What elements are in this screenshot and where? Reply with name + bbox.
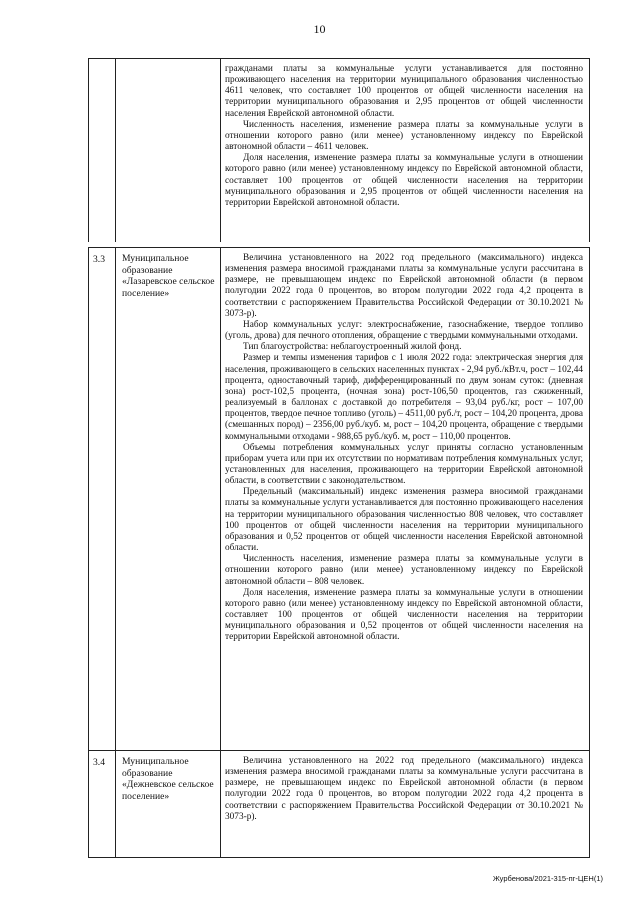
row-number-cell bbox=[89, 59, 116, 242]
paragraph: Доля населения, изменение размера платы за коммунальные услуги в отношении которого равно (или менее) установленному индексу по Еврейской автономной области, составляет 100 процентов от общей численности населения на территории муниципального образования и 0,52 процентов от общей численности населения на территории Еврейской автономной области. bbox=[225, 587, 583, 643]
table-row bbox=[88, 247, 590, 798]
paragraph: Объемы потребления коммунальных услуг приняты согласно установленным приборам учета или при их отсутствии по нормативам потребления коммунальных услуг, установленных для населения, проживающего на территории Еврейской автономной области, в соответствии с законодательством. bbox=[225, 442, 583, 487]
row-name-cell: Муниципальное образование «Лазаревское сельское поселение» bbox=[116, 248, 221, 798]
row-text-cell bbox=[221, 59, 587, 242]
row-text-cell bbox=[221, 751, 587, 857]
paragraph: Набор коммунальных услуг: электроснабжение, газоснабжение, твердое топливо (уголь, дрова) для печного отопления, обращение с твердыми коммунальными отходами. bbox=[225, 319, 583, 342]
row-number-cell: 3.3 bbox=[89, 248, 116, 798]
paragraph: гражданами платы за коммунальные услуги устанавливается для постоянно проживающего населения на территории муниципального образования численностью 4611 человек, что составляет 100 процентов от общей численности населения на территории муниципального образования и 2,95 процентов от общей численности населения Еврейской автономной области. bbox=[225, 64, 583, 119]
paragraph: Численность населения, изменение размера платы за коммунальные услуги в отношении которого равно (или менее) установленному индексу по Еврейской автономной области – 4611 человек. bbox=[225, 119, 583, 153]
page-number: 10 bbox=[313, 22, 326, 36]
row-name-cell: Муниципальное образование «Дежневское сельское поселение» bbox=[116, 751, 221, 857]
row-text-cell bbox=[221, 248, 587, 798]
paragraph: Предельный (максимальный) индекс изменения размера вносимой гражданами платы за коммунальные услуги устанавливается для постоянно проживающего населения на территории муниципального образования численностью 808 человек, что составляет 100 процентов от общей численности населения на территории муниципального образования и 0,52 процентов от общей численности населения Еврейской автономной области. bbox=[225, 487, 583, 554]
row-name-cell bbox=[116, 59, 221, 242]
row-number-cell: 3.4 bbox=[89, 751, 116, 857]
paragraph: Величина установленного на 2022 год предельного (максимального) индекса изменения размера вносимой гражданами платы за коммунальные услуги рассчитана в размере, не превышающем индекс по Еврейской автономной области (в первом полугодии 2022 года 0 процентов, во втором полугодии 2022 года 4,2 процента в соответствии с распоряжением Правительства Российской Федерации от 30.10.2021 № 3073-р). bbox=[225, 756, 583, 822]
paragraph: Величина установленного на 2022 год предельного (максимального) индекса изменения размера вносимой гражданами платы за коммунальные услуги рассчитана в размере, не превышающем индекс по Еврейской автономной области (в первом полугодии 2022 года 0 процентов, во втором полугодии 2022 года 4,2 процента в соответствии с распоряжением Правительства Российской Федерации от 30.10.2021 № 3073-р). bbox=[225, 253, 583, 319]
paragraph: Численность населения, изменение размера платы за коммунальные услуги в отношении которого равно (или менее) установленному индексу по Еврейской автономной области – 808 человек. bbox=[225, 554, 583, 587]
table-row bbox=[88, 750, 590, 858]
paragraph: Тип благоустройства: неблагоустроенный жилой фонд. bbox=[243, 342, 462, 353]
paragraph: Размер и темпы изменения тарифов с 1 июля 2022 года: электрическая энергия для населения, проживающего в сельских населенных пунктах - 2,94 руб./кВт.ч, рост – 102,44 процента, одноставочный тариф, дифференцированный по двум зонам суток: (дневная зона) рост-102,5 процента, (ночная зона) рост-106,50 процентов, газ сжиженный, реализуемый в баллонах с доставкой до потребителя – 93,04 руб./кг, рост – 107,00 процентов, твердое печное топливо (уголь) – 4511,00 руб./т, рост – 104,20 процента, дрова (смешанных пород) – 2356,00 руб./куб. м, рост – 104,20 процента, обращение с твердыми коммунальными отходами - 988,65 руб./куб. м, рост – 110,00 процентов. bbox=[225, 353, 583, 442]
paragraph: Доля населения, изменение размера платы за коммунальные услуги в отношении которого равно (или менее) установленному индексу по Еврейской автономной области, составляет 100 процентов от общей численности населения на территории муниципального образования и 2,95 процентов от общей численности населения на территории Еврейской автономной области. bbox=[225, 153, 583, 208]
table-row bbox=[88, 58, 590, 242]
document-footer-code: Журбенова/2021-315-пг-ЦЕН(1) bbox=[492, 874, 603, 883]
